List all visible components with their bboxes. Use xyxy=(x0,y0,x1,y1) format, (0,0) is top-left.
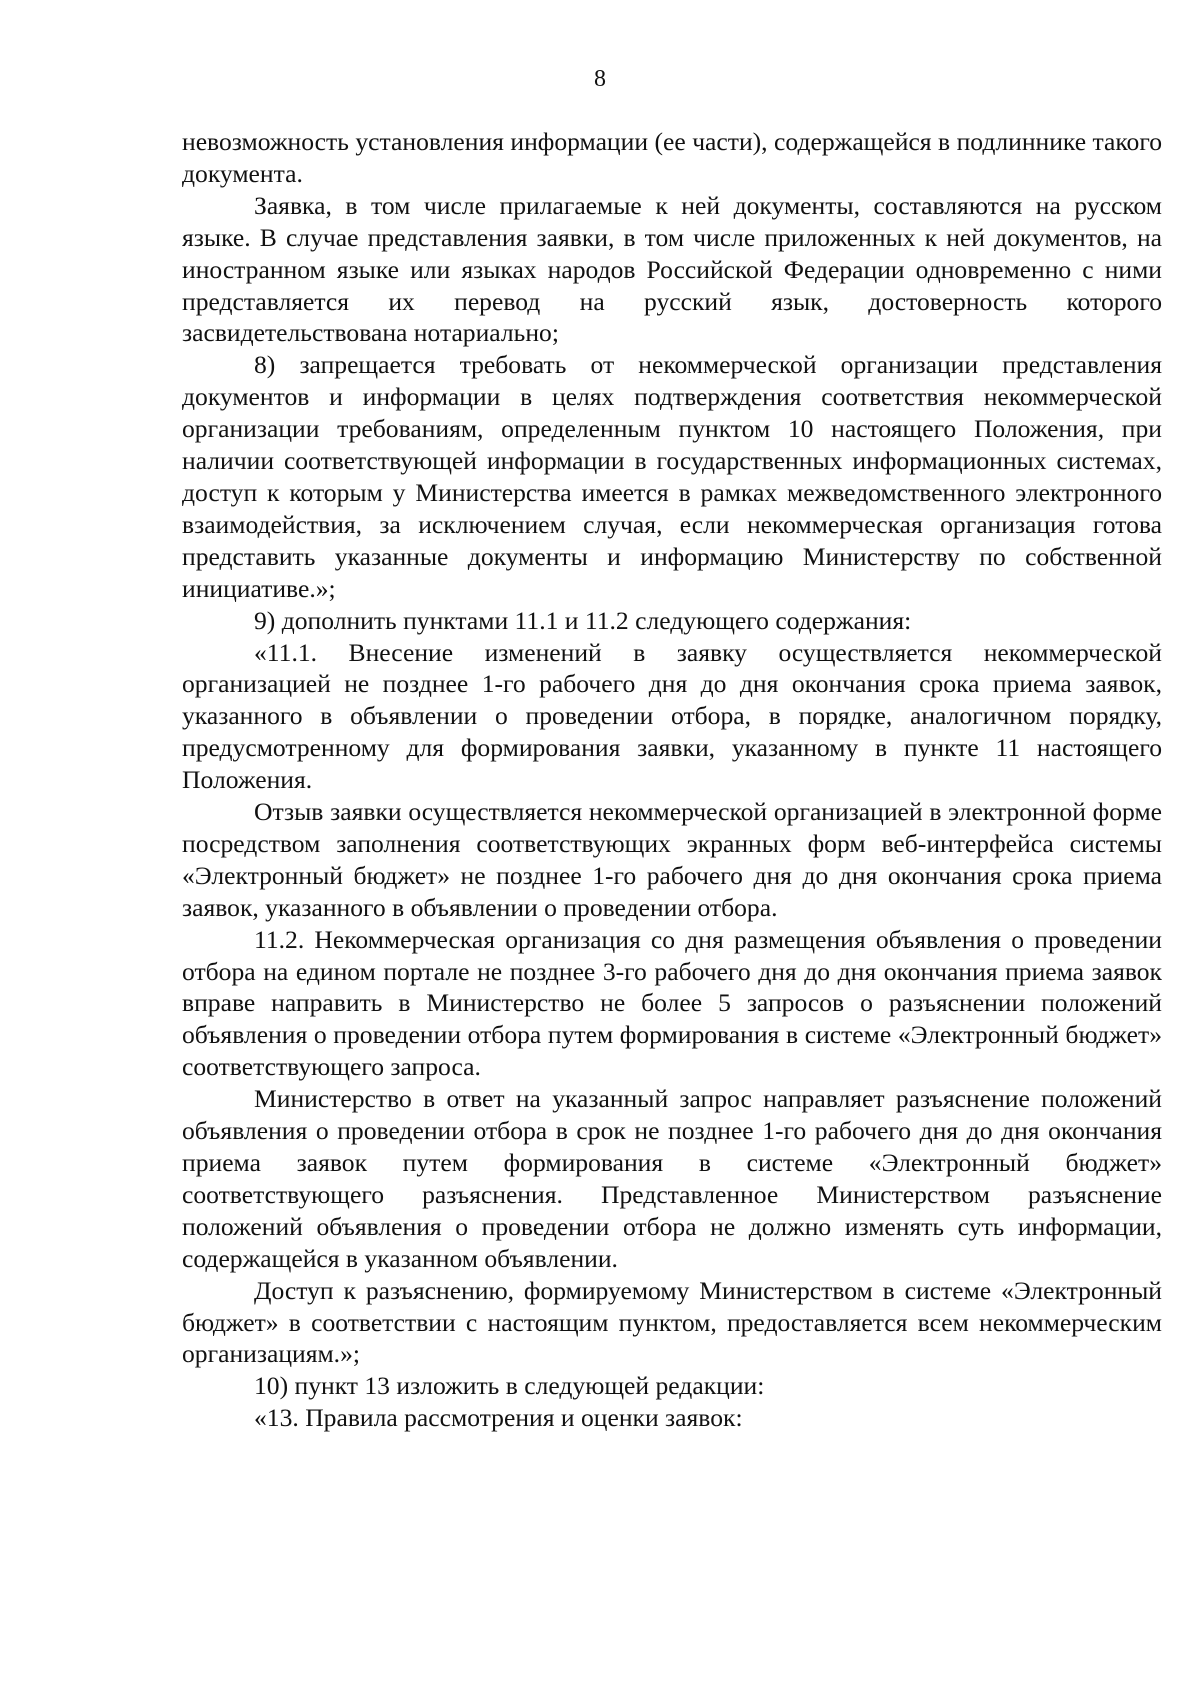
paragraph-clause-13: «13. Правила рассмотрения и оценки заявок: xyxy=(254,1403,743,1433)
paragraph-ministry-response: Министерство в ответ на указанный запрос направляет разъяснение положений объявления о проведении отбора в срок не позднее 1-го рабочего дня до дня окончания приема заявок путем формирования в системе «Электронный бюджет» соответствующего разъяснения. Представленное Министерством разъяснение положений объявления о проведении отбора не должно изменять суть информации, содержащейся в указанном объявлении. xyxy=(182,1084,1162,1273)
paragraph-access: Доступ к разъяснению, формируемому Министерством в системе «Электронный бюджет» в соответствии с настоящим пунктом, предоставляется всем некоммерческим организациям.»; xyxy=(182,1275,1162,1369)
paragraph-item-10: 10) пункт 13 изложить в следующей редакции: xyxy=(254,1371,765,1401)
paragraph-item-8: 8) запрещается требовать от некоммерческой организации представления документов и информации в целях подтверждения соответствия некоммерческой организации требованиям, определенным пунктом 10 настоящего Положения, при наличии соответствующей информации в государственных информационных системах, доступ к которым у Министерства имеется в рамках межведомственного электронного взаимодействия, за исключением случая, если некоммерческая организация готова представить указанные документы и информацию Министерству по собственной инициативе.»; xyxy=(182,350,1162,603)
paragraph-continuation: невозможность установления информации (ее части), содержащейся в подлиннике такого документа. xyxy=(182,127,1162,188)
paragraph-clause-11-2: 11.2. Некоммерческая организация со дня размещения объявления о проведении отбора на едином портале не позднее 3-го рабочего дня до дня окончания приема заявок вправе направить в Министерство не более 5 запросов о разъяснении положений объявления о проведении отбора путем формирования в системе «Электронный бюджет» соответствующего запроса. xyxy=(182,924,1162,1082)
paragraph-clause-11-1: «11.1. Внесение изменений в заявку осуществляется некоммерческой организацией не позднее 1-го рабочего дня до дня окончания срока приема заявок, указанного в объявлении о проведении отбора, в порядке, аналогичном порядку, предусмотренному для формирования заявки, указанному в пункте 11 настоящего Положения. xyxy=(182,637,1162,795)
page-number: 8 xyxy=(594,66,606,92)
paragraph-application-language: Заявка, в том числе прилагаемые к ней документы, составляются на русском языке. В случае представления заявки, в том числе приложенных к ней документов, на иностранном языке или языках народов Российской Федерации одновременно с ними представляется их перевод на русский язык, достоверность которого засвидетельствована нотариально; xyxy=(182,190,1162,348)
document-body xyxy=(182,126,1162,1434)
paragraph-item-9: 9) дополнить пунктами 11.1 и 11.2 следующего содержания: xyxy=(254,605,912,635)
paragraph-withdrawal: Отзыв заявки осуществляется некоммерческой организацией в электронной форме посредством заполнения соответствующих экранных форм веб-интерфейса системы «Электронный бюджет» не позднее 1-го рабочего дня до дня окончания срока приема заявок, указанного в объявлении о проведении отбора. xyxy=(182,797,1162,922)
